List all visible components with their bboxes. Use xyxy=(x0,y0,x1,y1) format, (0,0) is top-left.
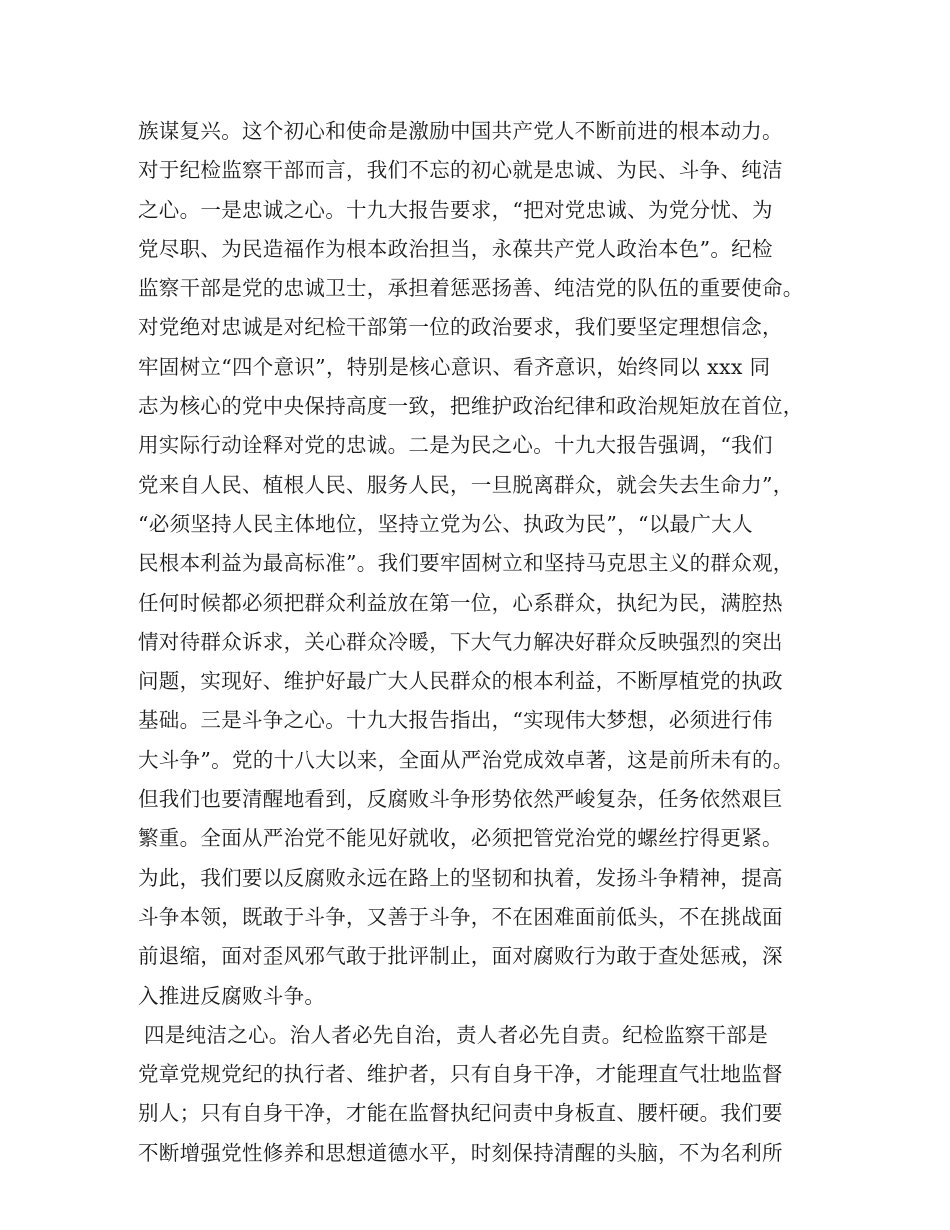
text-line: 党来自人民、植根人民、服务人民，一旦脱离群众，就会失去生命力”， xyxy=(138,472,794,497)
text-line: 党章党规党纪的执行者、维护者，只有自身干净，才能理直气壮地监督 xyxy=(138,1062,783,1087)
text-line: 牢固树立“四个意识”，特别是核心意识、看齐意识，始终同以 xxx 同 xyxy=(138,354,771,379)
text-line: 族谋复兴。这个初心和使命是激励中国共产党人不断前进的根本动力。 xyxy=(138,119,783,143)
text-line: 情对待群众诉求，关心群众冷暖，下大气力解决好群众反映强烈的突出 xyxy=(138,629,783,654)
text-line: 不断增强党性修养和思想道德水平，时刻保持清醒的头脑，不为名利所 xyxy=(138,1140,783,1165)
text-line: 党尽职、为民造福作为根本政治担当，永葆共产党人政治本色”。纪检 xyxy=(138,236,773,261)
text-line: 入推进反腐败斗争。 xyxy=(138,983,326,1008)
text-line: 前退缩，面对歪风邪气敢于批评制止，面对腐败行为敢于查处惩戒，深 xyxy=(138,944,783,969)
text-line: 问题，实现好、维护好最广大人民群众的根本利益，不断厚植党的执政 xyxy=(138,669,783,694)
text-line: 别人；只有自身干净，才能在监督执纪问责中身板直、腰杆硬。我们要 xyxy=(138,1101,783,1126)
body-text xyxy=(138,112,838,1173)
text-line: 民根本利益为最高标准”。我们要牢固树立和坚持马克思主义的群众观， xyxy=(138,551,794,576)
text-line: 大斗争”。党的十八大以来，全面从严治党成效卓著，这是前所未有的。 xyxy=(138,747,794,772)
text-line: 监察干部是党的忠诚卫士，承担着惩恶扬善、纯洁党的队伍的重要使命。 xyxy=(138,276,804,301)
text-line: 志为核心的党中央保持高度一致，把维护政治纪律和政治规矩放在首位， xyxy=(138,394,804,419)
paragraph-start-line: 四是纯洁之心。治人者必先自治，责人者必先自责。纪检监察干部是 xyxy=(144,1022,768,1047)
text-line: 之心。一是忠诚之心。十九大报告要求，“把对党忠诚、为党分忧、为 xyxy=(138,197,773,222)
text-line: 对于纪检监察干部而言，我们不忘的初心就是忠诚、为民、斗争、纯洁 xyxy=(138,158,783,183)
text-line: 为此，我们要以反腐败永远在路上的坚韧和执着，发扬斗争精神，提高 xyxy=(138,865,783,890)
text-line: 繁重。全面从严治党不能见好就收，必须把管党治党的螺丝拧得更紧。 xyxy=(138,826,783,851)
text-line: 对党绝对忠诚是对纪检干部第一位的政治要求，我们要坚定理想信念， xyxy=(138,315,783,340)
text-line: 基础。三是斗争之心。十九大报告指出，“实现伟大梦想，必须进行伟 xyxy=(138,708,773,733)
text-line: 斗争本领，既敢于斗争，又善于斗争，不在困难面前低头，不在挑战面 xyxy=(138,904,783,929)
text-line: 但我们也要清醒地看到，反腐败斗争形势依然严峻复杂，任务依然艰巨 xyxy=(138,787,783,812)
text-line: 任何时候都必须把群众利益放在第一位，心系群众，执纪为民，满腔热 xyxy=(138,590,783,615)
text-line: 用实际行动诠释对党的忠诚。二是为民之心。十九大报告强调，“我们 xyxy=(138,433,773,458)
text-line: “必须坚持人民主体地位，坚持立党为公、执政为民”，“以最广大人 xyxy=(138,511,753,536)
